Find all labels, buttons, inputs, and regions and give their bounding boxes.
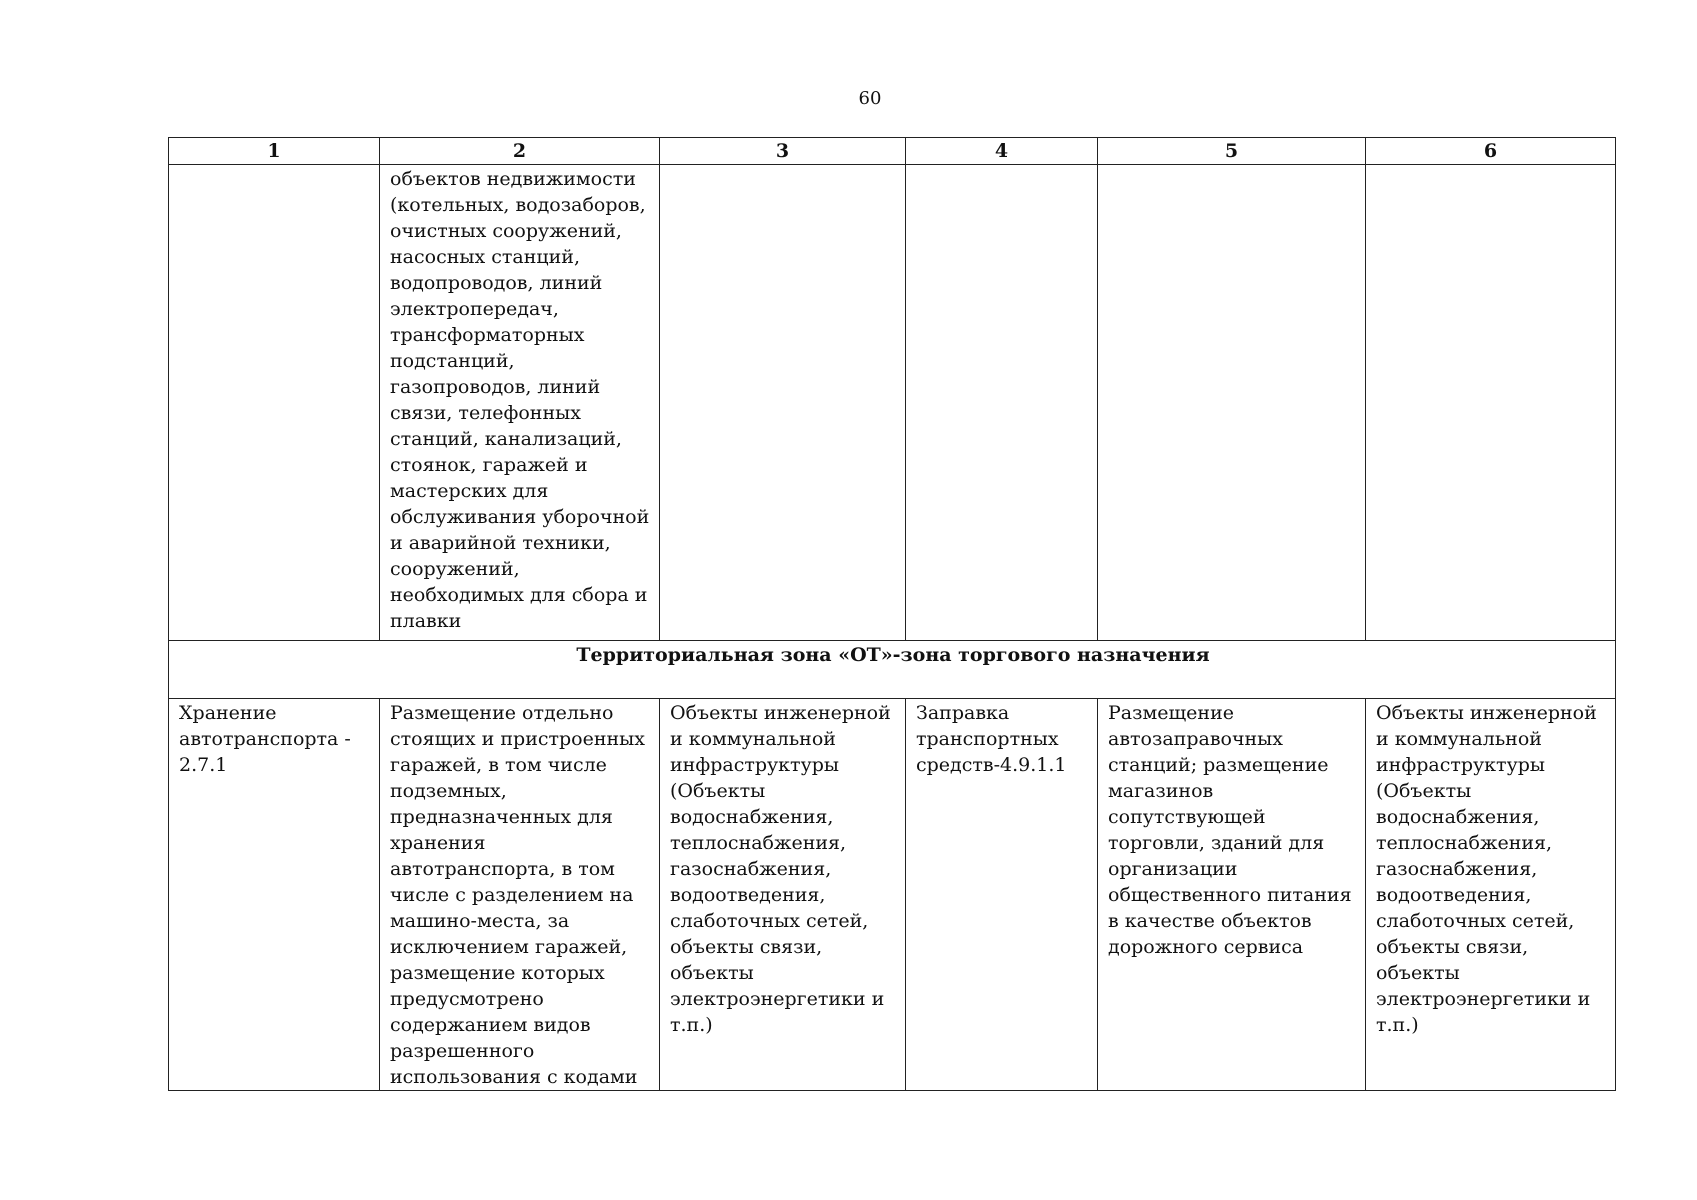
column-header-4: 4 xyxy=(906,138,1098,165)
table-cell xyxy=(906,165,1098,641)
column-header-2: 2 xyxy=(380,138,660,165)
table-row xyxy=(169,165,1616,641)
table-cell xyxy=(660,165,906,641)
table-cell: Объекты инженерной и коммунальной инфраструктуры (Объекты водоснабжения, теплоснабжения, газоснабжения, водоотведения, слаботочных сетей, объекты связи, объекты электроэнергетики и т.п.) xyxy=(1366,699,1616,1091)
zone-title: Территориальная зона «ОТ»-зона торгового назначения xyxy=(169,641,1616,699)
column-header-6: 6 xyxy=(1366,138,1616,165)
zones-table xyxy=(168,137,1616,1091)
table-cell: Размещение автозаправочных станций; размещение магазинов сопутствующей торговли, зданий для организации общественного питания в качестве объектов дорожного сервиса xyxy=(1098,699,1366,1091)
page-number: 60 xyxy=(858,88,882,109)
column-header-3: 3 xyxy=(660,138,906,165)
table-cell xyxy=(169,165,380,641)
table-cell: Заправка транспортных средств-4.9.1.1 xyxy=(906,699,1098,1091)
zone-title-row xyxy=(169,641,1616,699)
table-cell: Размещение отдельно стоящих и пристроенных гаражей, в том числе подземных, предназначенных для хранения автотранспорта, в том числе с разделением на машино-места, за исключением гаражей, размещение которых предусмотрено содержанием видов разрешенного использования с кодами xyxy=(380,699,660,1091)
column-header-5: 5 xyxy=(1098,138,1366,165)
table-header-row xyxy=(169,138,1616,165)
table-cell: объектов недвижимости (котельных, водозаборов, очистных сооружений, насосных станций, водопроводов, линий электропередач, трансформаторных подстанций, газопроводов, линий связи, телефонных станций, канализаций, стоянок, гаражей и мастерских для обслуживания уборочной и аварийной техники, сооружений, необходимых для сбора и плавки xyxy=(380,165,660,641)
table-cell: Хранение автотранспорта - 2.7.1 xyxy=(169,699,380,1091)
table-cell: Объекты инженерной и коммунальной инфраструктуры (Объекты водоснабжения, теплоснабжения, газоснабжения, водоотведения, слаботочных сетей, объекты связи, объекты электроэнергетики и т.п.) xyxy=(660,699,906,1091)
table-cell xyxy=(1366,165,1616,641)
table-row xyxy=(169,699,1616,1091)
table-cell xyxy=(1098,165,1366,641)
column-header-1: 1 xyxy=(169,138,380,165)
